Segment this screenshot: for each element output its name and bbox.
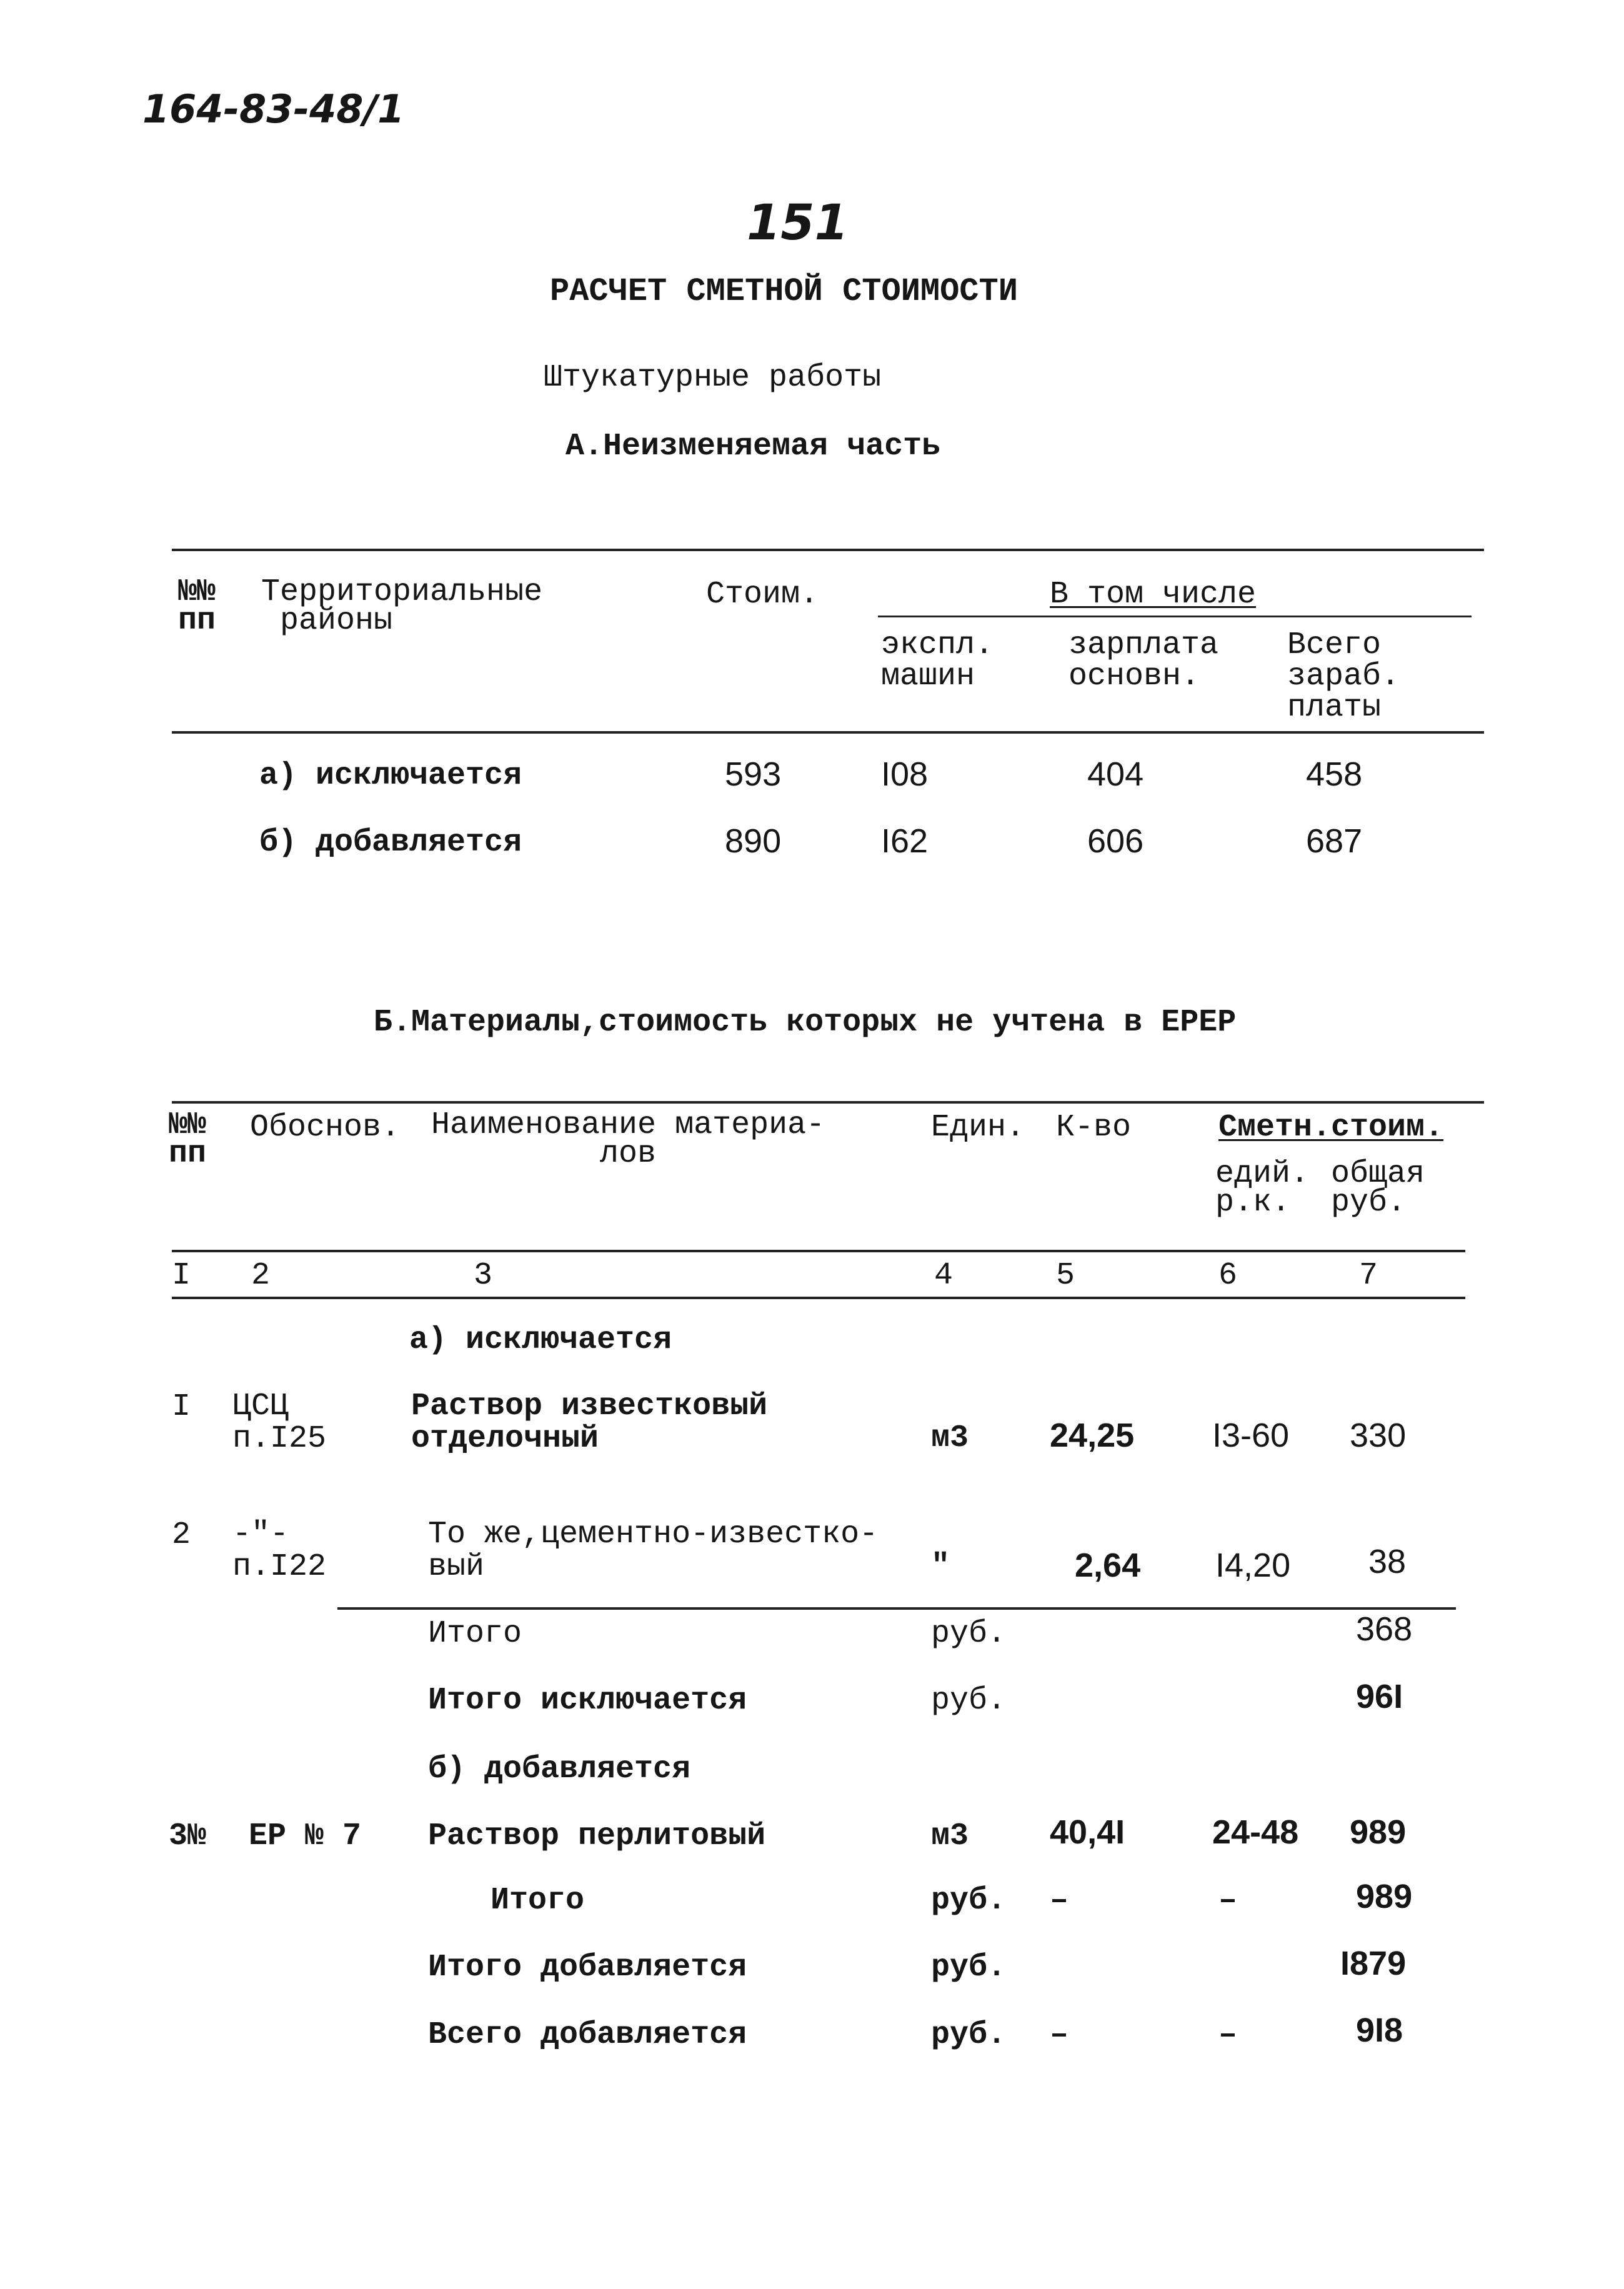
grand-total-label: Всего добавляется — [428, 2017, 747, 2053]
subtotal-total: 989 — [1356, 1878, 1413, 1915]
total-excluded-label: Итого исключается — [428, 1683, 747, 1718]
column-number-7: 7 — [1359, 1258, 1378, 1294]
column-number-2: 2 — [251, 1258, 271, 1294]
table-b-header-total: общая руб. — [1331, 1156, 1425, 1220]
row-unit: м3 — [931, 1818, 969, 1854]
row-total: 989 — [1350, 1813, 1407, 1851]
row-num: I — [172, 1389, 191, 1425]
table-b-header-qty: К-во — [1056, 1110, 1132, 1145]
table-b-top-rule — [172, 1101, 1484, 1104]
subtotal-label: Итого — [491, 1883, 585, 1918]
total-added-label: Итого добавляется — [428, 1950, 747, 1985]
section-a-title: А.Неизменяемая часть — [565, 429, 941, 464]
grand-total-total: 9I8 — [1356, 2012, 1403, 2049]
column-number-4: 4 — [934, 1258, 954, 1294]
row-name: Раствор перлитовый — [428, 1818, 766, 1854]
subtotal-rule — [337, 1607, 1456, 1610]
subtotal-qty: – — [1050, 1883, 1069, 1918]
row-basis: ЦСЦ п.I25 — [232, 1389, 327, 1457]
row-name: То же,цементно-известко- вый — [428, 1517, 879, 1585]
total-added-total: I879 — [1340, 1945, 1407, 1982]
table-a-header-wage-total: Всего зараб. платы — [1287, 627, 1400, 726]
row-qty: 2,64 — [1075, 1547, 1141, 1584]
row-basis: ЕР № 7 — [249, 1818, 362, 1854]
table-a-group-rule — [878, 616, 1472, 617]
grand-total-unit: руб. — [931, 2017, 1007, 2053]
table-a-header-num: №№ пп — [178, 574, 216, 639]
subtotal-label: Итого — [428, 1616, 522, 1652]
row-num: 2 — [172, 1517, 191, 1553]
table-a-header-group: В том числе — [1050, 577, 1257, 612]
grand-total-qty: – — [1050, 2017, 1069, 2053]
table-b-header-basis: Обоснов. — [250, 1110, 401, 1145]
row-name: Раствор известковый отделочный — [411, 1389, 768, 1457]
row-wage-basic: 404 — [1087, 756, 1144, 793]
page-title: РАСЧЕТ СМЕТНОЙ СТОИМОСТИ — [550, 273, 1018, 310]
total-excluded-total: 96I — [1356, 1678, 1403, 1715]
row-wage-total: 458 — [1306, 756, 1363, 793]
total-added-unit: руб. — [931, 1950, 1007, 1985]
row-unit: " — [931, 1548, 950, 1584]
table-b-header-unit: Един. — [931, 1110, 1025, 1145]
column-number-6: 6 — [1218, 1258, 1238, 1294]
section-b-title: Б.Материалы,стоимость которых не учтена в ЕРЕР — [374, 1005, 1237, 1040]
row-label: б) добавляется — [259, 825, 522, 860]
table-b-columns-rule — [172, 1297, 1465, 1299]
table-a-header-rule — [172, 731, 1484, 734]
grand-total-unit-price: – — [1218, 2017, 1238, 2053]
added-label: б) добавляется — [428, 1752, 691, 1787]
row-num: 3№ — [169, 1818, 207, 1854]
table-b-header-group: Сметн.стоим. — [1218, 1110, 1444, 1145]
subtotal-unit: руб. — [931, 1883, 1007, 1918]
row-machines: I62 — [881, 822, 929, 860]
row-total: 330 — [1350, 1417, 1407, 1454]
subtitle: Штукатурные работы — [544, 360, 882, 396]
row-unit-price: I4,20 — [1215, 1547, 1291, 1584]
table-b-header-unit-price: едий. р.к. — [1215, 1156, 1310, 1220]
table-a-header-machines: экспл. машин — [881, 627, 994, 694]
row-cost: 593 — [725, 756, 782, 793]
row-cost: 890 — [725, 822, 782, 860]
table-a-header-cost: Стоим. — [706, 577, 819, 612]
table-a-header-region: Территориальные районы — [261, 574, 543, 639]
subtotal-total: 368 — [1356, 1610, 1413, 1648]
column-number-1: I — [172, 1258, 191, 1294]
row-label: а) исключается — [259, 758, 522, 794]
document-id: 164-83-48/1 — [142, 86, 405, 132]
column-number-3: 3 — [474, 1258, 493, 1294]
row-qty: 40,4I — [1050, 1813, 1125, 1851]
row-unit-price: 24-48 — [1212, 1813, 1299, 1851]
table-b-header-name: Наименование материа- лов — [431, 1107, 825, 1172]
row-unit-price: I3-60 — [1212, 1417, 1290, 1454]
table-b-header-rule — [172, 1250, 1465, 1252]
subtotal-unit-price: – — [1218, 1883, 1238, 1918]
table-a-header-wage-basic: зарплата основн. — [1069, 627, 1219, 694]
page-number: 151 — [747, 195, 849, 251]
table-b-header-num: №№ пп — [169, 1107, 207, 1172]
row-wage-total: 687 — [1306, 822, 1363, 860]
total-excluded-unit: руб. — [931, 1683, 1007, 1718]
column-number-5: 5 — [1056, 1258, 1075, 1294]
row-qty: 24,25 — [1050, 1417, 1135, 1454]
row-wage-basic: 606 — [1087, 822, 1144, 860]
row-total: 38 — [1368, 1543, 1407, 1580]
row-machines: I08 — [881, 756, 929, 793]
table-a-top-rule — [172, 549, 1484, 551]
row-unit: м3 — [931, 1420, 969, 1456]
excluded-label: а) исключается — [409, 1322, 672, 1358]
row-basis: -"- п.I22 — [232, 1517, 327, 1585]
subtotal-unit: руб. — [931, 1616, 1007, 1652]
